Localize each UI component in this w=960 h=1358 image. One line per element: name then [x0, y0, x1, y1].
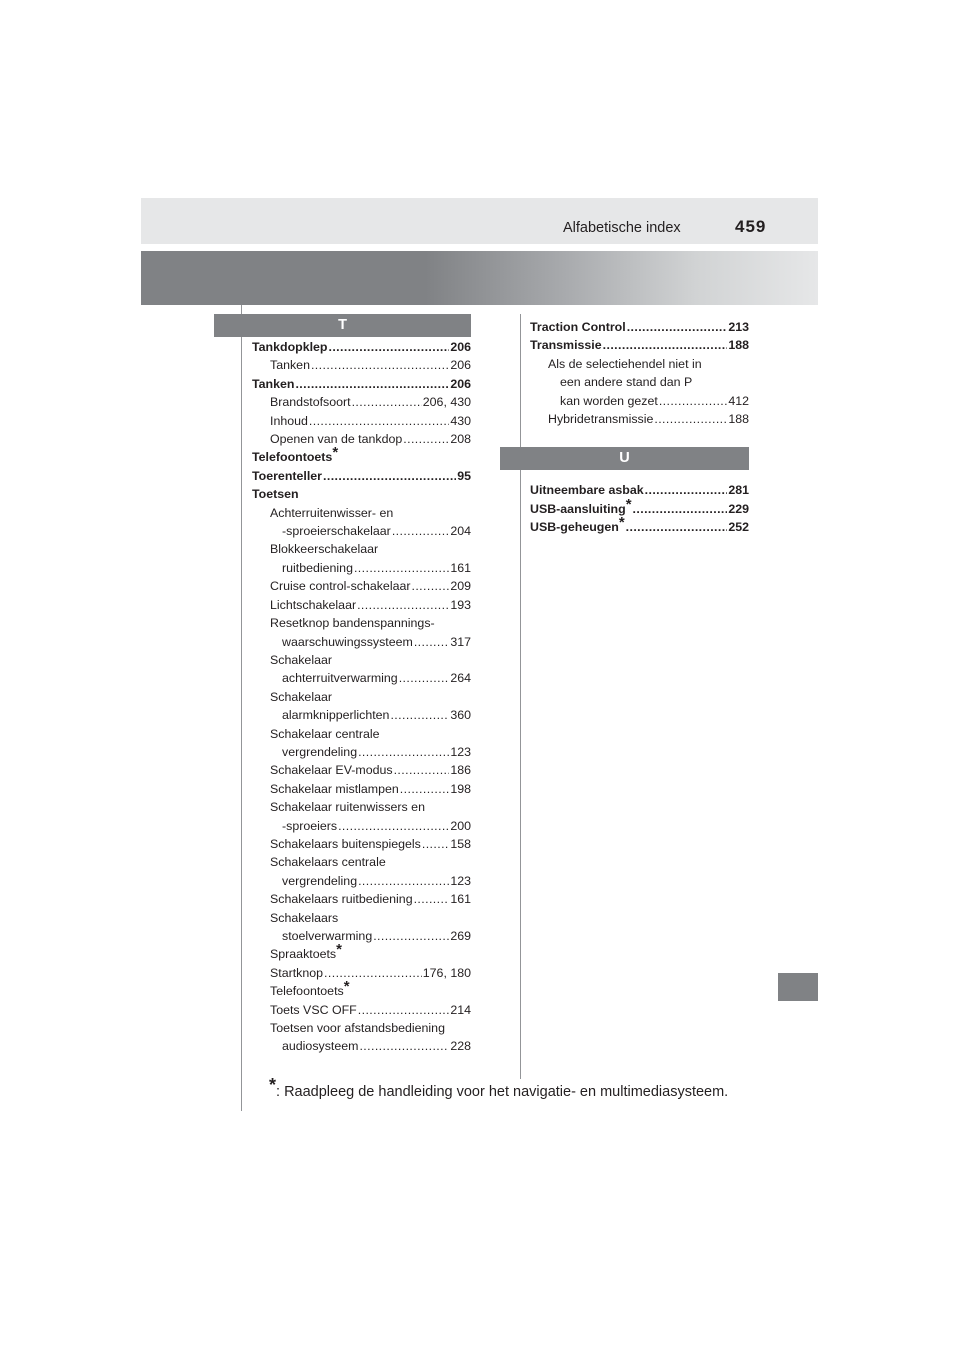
letter-heading-u: U [500, 447, 749, 470]
index-subentry: Tanken ..... 206 [252, 356, 471, 374]
index-subentry-line: Achterruitenwisser- en [270, 505, 394, 520]
index-subentry: Brandstofsoort ..... 206, 430 [252, 393, 471, 411]
index-entry: Tanken ..... 206 [252, 375, 471, 393]
index-subentry: Telefoontoets* [270, 978, 350, 999]
index-subentry-line: Als de selectiehendel niet in [548, 356, 702, 371]
column-divider [520, 314, 521, 1079]
footnote [269, 1075, 729, 1100]
index-entry: Toetsen [252, 487, 299, 502]
index-entry: Uitneembare asbak ..... 281 [530, 481, 749, 499]
index-subentry: vergrendeling ..... 123 [252, 743, 471, 761]
index-subentry: ruitbediening ..... 161 [252, 559, 471, 577]
index-subentry: kan worden gezet ..... 412 [530, 392, 749, 410]
footnote-marker: * [269, 1075, 277, 1095]
index-entry: USB-aansluiting* ..... 229 [530, 500, 749, 518]
index-subentry: alarmknipperlichten ..... 360 [252, 706, 471, 724]
index-subentry: stoelverwarming ..... 269 [252, 927, 471, 945]
index-subentry-line: Schakelaar ruitenwissers en [270, 800, 425, 815]
index-entry: Transmissie ..... 188 [530, 336, 749, 354]
index-subentry: Cruise control-schakelaar ..... 209 [252, 577, 471, 595]
index-subentry-line: Schakelaar [270, 652, 332, 667]
index-subentry-line: Schakelaar centrale [270, 726, 380, 741]
footnote-text: : Raadpleeg de handleiding voor het navigatie- en multimediasysteem. [276, 1084, 729, 1100]
index-subentry: Schakelaar mistlampen ..... 198 [252, 780, 471, 798]
index-subentry: Openen van de tankdop ..... 208 [252, 430, 471, 448]
index-subentry: Toets VSC OFF ..... 214 [252, 1001, 471, 1019]
letter-heading-t: T [214, 314, 471, 337]
index-entry: USB-geheugen* ..... 252 [530, 518, 749, 536]
left-margin-rule [241, 305, 242, 1111]
index-subentry: achterruitverwarming ..... 264 [252, 669, 471, 687]
index-entry: Toerenteller ..... 95 [252, 467, 471, 485]
index-subentry: Schakelaars ruitbediening ..... 161 [252, 890, 471, 908]
index-subentry-line: Toetsen voor afstandsbediening [270, 1021, 445, 1036]
section-title: Alfabetische index [563, 220, 681, 236]
index-subentry-line: Schakelaars [270, 910, 339, 925]
index-subentry: Schakelaars buitenspiegels ..... 158 [252, 835, 471, 853]
index-subentry-line: Blokkeerschakelaar [270, 542, 379, 557]
index-entry: Tankdopklep ..... 206 [252, 338, 471, 356]
decorative-band [141, 251, 818, 305]
index-subentry: Hybridetransmissie ..... 188 [530, 410, 749, 428]
chapter-tab [778, 973, 818, 1001]
index-subentry: waarschuwingssysteem ..... 317 [252, 633, 471, 651]
index-subentry: Schakelaar EV-modus ..... 186 [252, 761, 471, 779]
index-entry: Telefoontoets* [252, 444, 339, 465]
index-column-left [252, 338, 471, 1056]
index-subentry: Lichtschakelaar ..... 193 [252, 596, 471, 614]
index-entry: Traction Control ..... 213 [530, 318, 749, 336]
index-subentry-line: een andere stand dan P [560, 375, 693, 390]
index-subentry-line: Schakelaar [270, 689, 332, 704]
header-bar [141, 198, 818, 244]
index-subentry: Spraaktoets* [270, 941, 342, 962]
index-subentry: audiosysteem ..... 228 [252, 1037, 471, 1055]
page-number: 459 [735, 217, 767, 236]
index-subentry: Inhoud ..... 430 [252, 412, 471, 430]
index-subentry: vergrendeling ..... 123 [252, 872, 471, 890]
index-subentry-line: Resetknop bandenspannings- [270, 616, 435, 631]
index-subentry: Startknop ..... 176, 180 [252, 964, 471, 982]
index-subentry: -sproeierschakelaar ..... 204 [252, 522, 471, 540]
index-column-right [530, 318, 749, 537]
index-subentry: -sproeiers ..... 200 [252, 817, 471, 835]
index-subentry-line: Schakelaars centrale [270, 855, 386, 870]
